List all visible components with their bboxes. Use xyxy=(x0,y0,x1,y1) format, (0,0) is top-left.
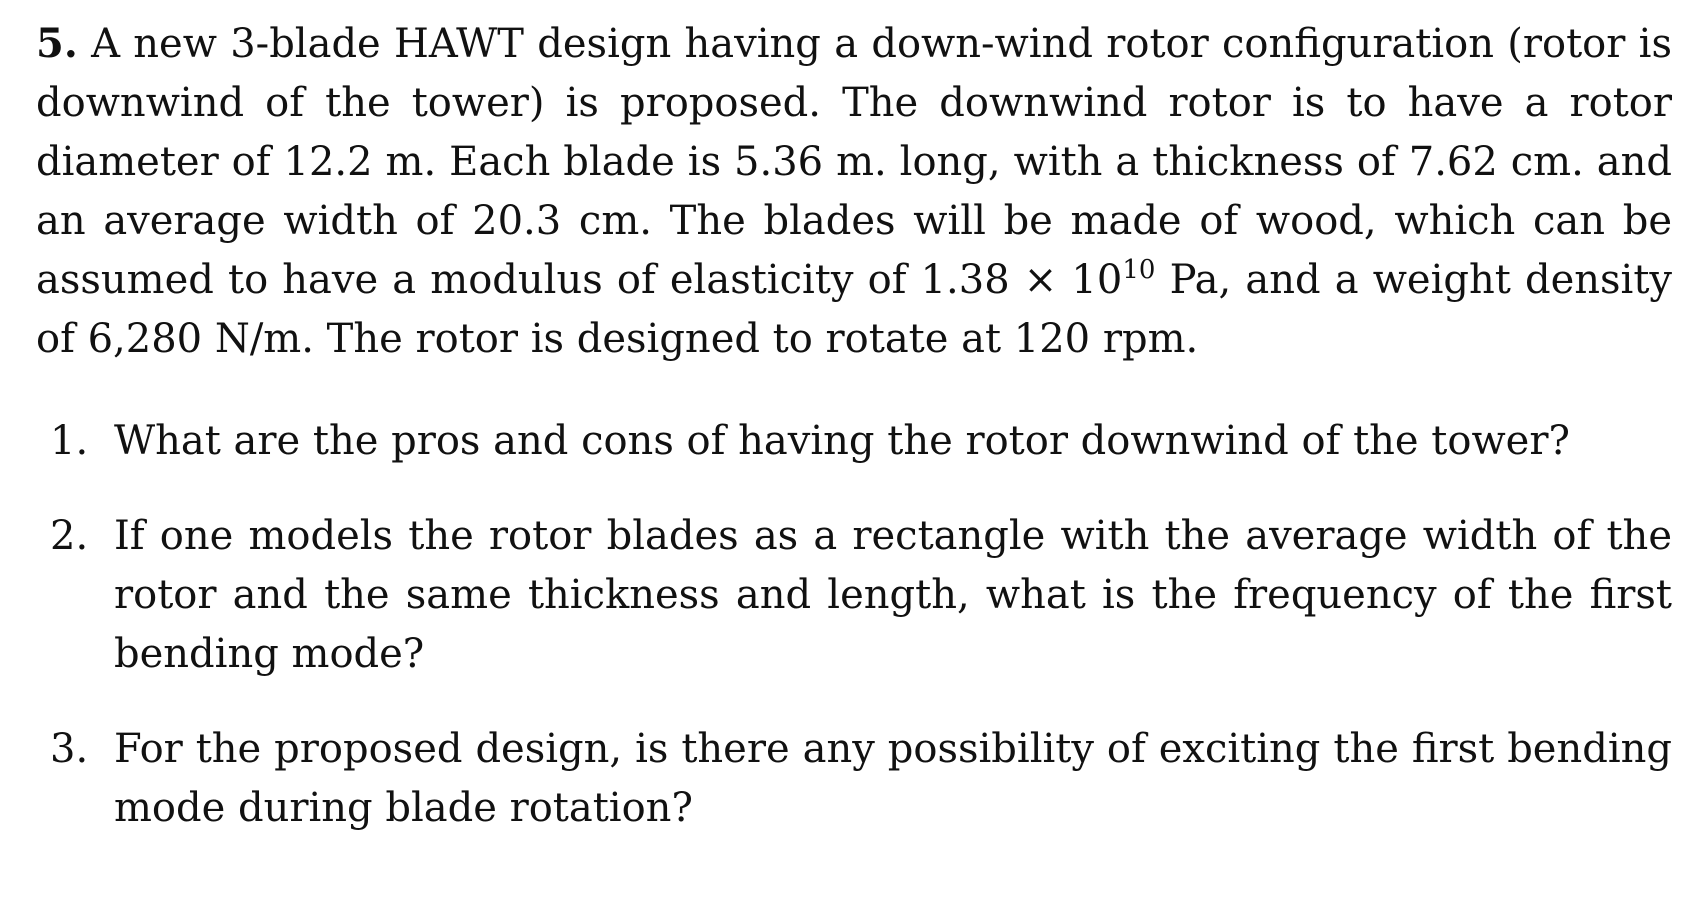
question-item xyxy=(36,412,1672,471)
question-text: If one models the rotor blades as a rectangle with the average width of the rotor and the same thickness and length, what is the frequency of the first bending mode? xyxy=(114,513,1672,677)
exponent: 10 xyxy=(1122,255,1156,285)
question-text: What are the pros and cons of having the rotor downwind of the tower? xyxy=(114,418,1570,464)
question-number: 3. xyxy=(50,726,89,772)
question-text: For the proposed design, is there any possibility of exciting the first bending mode during blade rotation? xyxy=(114,726,1672,831)
question-item xyxy=(36,507,1672,684)
question-list xyxy=(36,412,1672,874)
question-item xyxy=(36,720,1672,838)
question-number: 2. xyxy=(50,513,89,559)
problem-statement xyxy=(36,14,1672,369)
problem-text-part-1: A new 3-blade HAWT design having a down-wind rotor configuration (rotor is downwind of the tower) is proposed. The downwind rotor is to have a rotor diameter of 12.2 m. Each blade is 5.36 m. long, with a thickness of 7.62 cm. and an average width of 20.3 cm. The blades will be made of wood, which can be assumed to have a modulus of elasticity of 1.38 × 10 xyxy=(36,21,1673,303)
problem-number: 5. xyxy=(36,20,78,67)
document-page xyxy=(36,14,1673,831)
question-number: 1. xyxy=(50,418,89,464)
problem-text-part-2: Pa, and a weight density of 6,280 N/m. The rotor is designed to rotate at 120 rpm. xyxy=(36,257,1673,362)
